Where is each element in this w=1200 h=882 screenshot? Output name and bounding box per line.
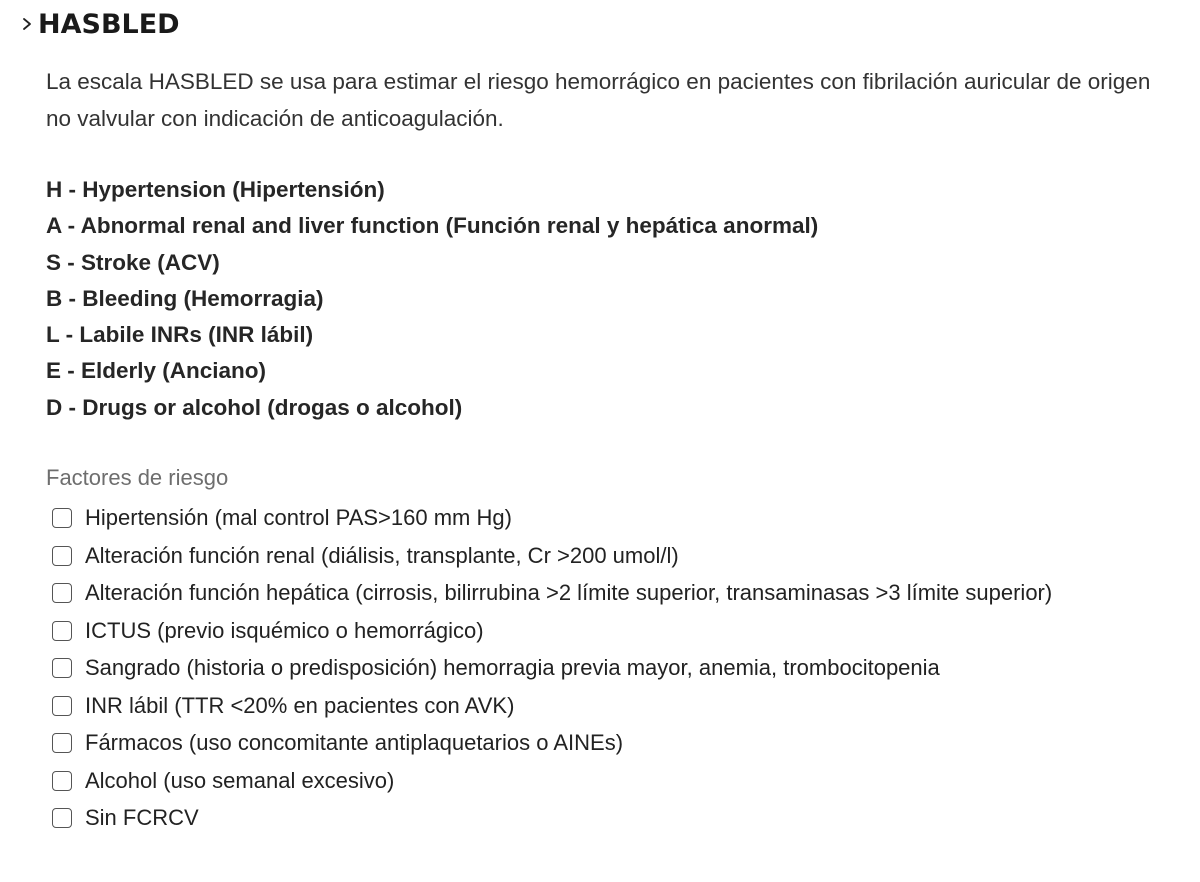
risk-factor-label[interactable]: Sin FCRCV (85, 805, 199, 830)
sangrado-checkbox[interactable] (52, 658, 72, 678)
risk-factor-label[interactable]: Alcohol (uso semanal excesivo) (85, 767, 395, 793)
risk-factor-farmacos (52, 725, 1162, 763)
ictus-checkbox[interactable] (52, 621, 72, 641)
acronym-item-b: B - Bleeding (Hemorragia) (46, 285, 324, 311)
acronym-item-h: H - Hypertension (Hipertensión) (46, 177, 385, 202)
funcion-renal-checkbox[interactable] (52, 546, 72, 566)
risk-factor-label[interactable]: Hipertensión (mal control PAS>160 mm Hg) (85, 505, 512, 530)
acronym-item-e: E - Elderly (Anciano) (46, 358, 267, 384)
risk-factors-list (52, 500, 1162, 838)
risk-factor-alcohol (52, 763, 1162, 801)
chevron-right-icon (18, 15, 36, 33)
alcohol-checkbox[interactable] (52, 771, 72, 791)
intro-text: La escala HASBLED se usa para estimar el riesgo hemorrágico en pacientes con fibrilación auricular de origen no valvular con indicación de anticoagulación. (46, 69, 1151, 131)
section-toggle[interactable] (18, 6, 180, 42)
risk-factor-funcion-hepatica (52, 575, 1162, 613)
acronym-item-a: A - Abnormal renal and liver function (Función renal y hepática anormal) (46, 213, 819, 239)
risk-factor-ictus (52, 613, 1162, 651)
acronym-item-l: L - Labile INRs (INR lábil) (46, 322, 314, 348)
farmacos-checkbox[interactable] (52, 733, 72, 753)
inr-labil-checkbox[interactable] (52, 696, 72, 716)
risk-factor-label[interactable]: Alteración función renal (diálisis, transplante, Cr >200 umol/l) (85, 542, 679, 568)
hipertension-checkbox[interactable] (52, 508, 72, 528)
risk-factor-sangrado (52, 650, 1162, 688)
risk-factor-sin-fcrcv (52, 800, 1162, 838)
acronym-item-d: D - Drugs or alcohol (drogas o alcohol) (46, 394, 463, 420)
acronym-item-s: S - Stroke (ACV) (46, 249, 220, 275)
risk-factor-label[interactable]: Sangrado (historia o predisposición) hemorragia previa mayor, anemia, trombocitopenia (85, 655, 940, 680)
funcion-hepatica-checkbox[interactable] (52, 583, 72, 603)
risk-factor-label[interactable]: ICTUS (previo isquémico o hemorrágico) (85, 617, 484, 643)
risk-factor-inr-labil (52, 688, 1162, 726)
risk-factor-funcion-renal (52, 538, 1162, 576)
risk-factor-hipertension (52, 500, 1162, 538)
risk-factor-label[interactable]: Fármacos (uso concomitante antiplaquetarios o AINEs) (85, 730, 624, 755)
sin-fcrcv-checkbox[interactable] (52, 808, 72, 828)
acronym-list (46, 172, 818, 426)
risk-factors-label: Factores de riesgo (46, 465, 229, 490)
risk-factor-label[interactable]: Alteración función hepática (cirrosis, bilirrubina >2 límite superior, transaminasas >3 límite superior) (85, 580, 1053, 605)
section-title: HASBLED (38, 8, 180, 40)
risk-factor-label[interactable]: INR lábil (TTR <20% en pacientes con AVK) (85, 692, 515, 718)
